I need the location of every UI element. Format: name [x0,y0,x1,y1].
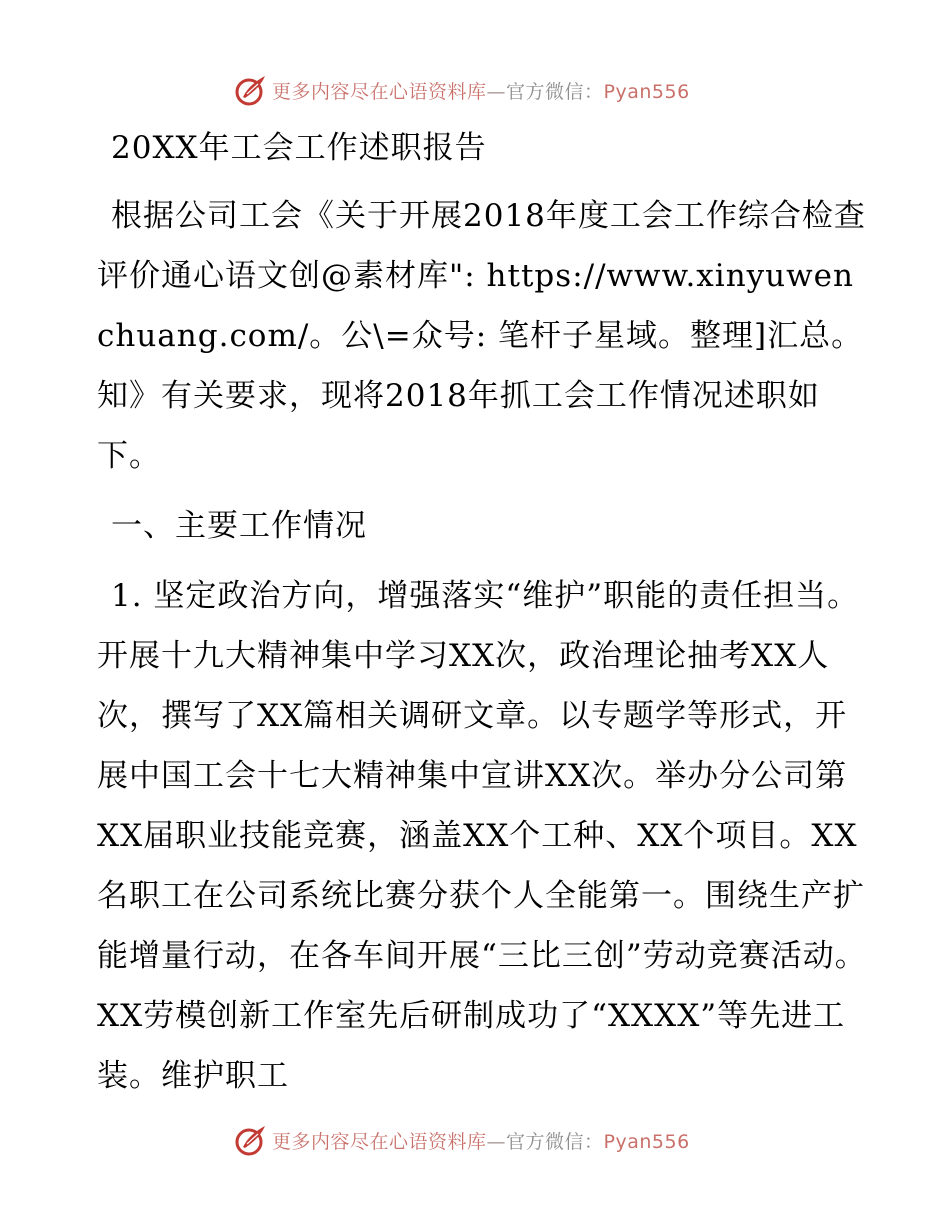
intro-paragraph: 根据公司工会《关于开展2018年度工会工作综合检查评价通心语文创@素材库": https://www.xinyuwenchuang.com/。公\=众号: 笔杆子星域。整理]汇总。知》有关要求，现将2018年抓工会工作情况述职如下。 [97,198,866,474]
watermark-official-label: 官方微信： [506,1130,604,1153]
body-paragraph: 1. 坚定政治方向，增强落实“维护”职能的责任担当。开展十九大精神集中学习XX次，政治理论抽考XX人次，撰写了XX篇相关调研文章。以专题学等形式，开展中国工会十七大精神集中宣讲XX次。举办分公司第XX届职业技能竞赛，涵盖XX个工种、XX个项目。XX名职工在公司系统比赛分获个人全能第一。围绕生产扩能增量行动，在各车间开展“三比三创”劳动竞赛活动。XX劳模创新工作室先后研制成功了“XXXX”等先进工装。维护职工 [97,578,867,1094]
watermark-text [272,1127,690,1154]
document-title: 20XX年工会工作述职报告 [111,130,487,166]
watermark-footer [234,1123,690,1157]
watermark-wechat-id: Pyan556 [603,1130,690,1153]
feather-logo-icon [234,73,268,107]
watermark-site-text: 更多内容尽在心语资料库 [272,80,487,103]
watermark-header [234,73,690,107]
watermark-official-label: 官方微信： [506,80,604,103]
watermark-text [272,77,690,104]
watermark-site-text: 更多内容尽在心语资料库 [272,1130,487,1153]
section-heading: 一、主要工作情况 [111,508,367,544]
watermark-dash: — [486,1130,507,1153]
watermark-dash: — [486,80,507,103]
document-body [97,118,867,1106]
feather-logo-icon [234,1123,268,1157]
watermark-wechat-id: Pyan556 [603,80,690,103]
